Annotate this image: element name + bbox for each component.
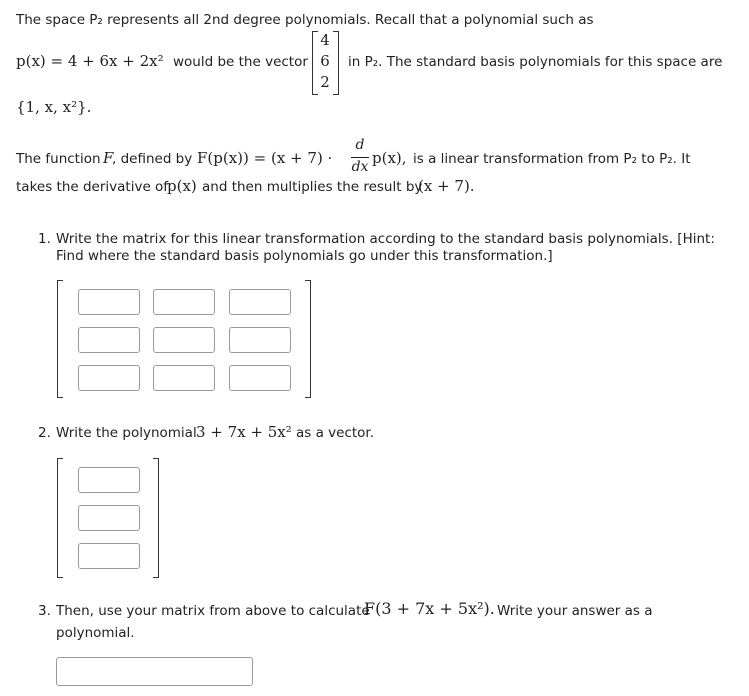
q3-text-a: Then, use your matrix from above to calculate	[56, 603, 370, 619]
derivative-denominator: dx	[351, 159, 369, 175]
definition-lhs: F(p(x)) = (x + 7) ·	[197, 149, 333, 167]
q1-text: Write the matrix for this linear transformation according to the standard basis polynomials. [Hint:	[56, 231, 715, 247]
definition-b: , defined by	[112, 151, 193, 167]
definition-line2-b: and then multiplies the result by	[202, 179, 423, 195]
vector-right-bracket	[333, 31, 339, 95]
q1-number: 1.	[38, 231, 51, 247]
vector-cell-3[interactable]	[78, 543, 140, 569]
p-expression: p(x) = 4 + 6x + 2x²	[16, 52, 164, 70]
definition-rhs: p(x),	[372, 149, 407, 167]
q2-number: 2.	[38, 425, 51, 441]
matrix-cell-2-2[interactable]	[153, 327, 215, 353]
matrix-cell-1-2[interactable]	[153, 289, 215, 315]
vector-cell-1[interactable]	[78, 467, 140, 493]
matrix-left-bracket	[57, 280, 63, 398]
polynomial-answer-input[interactable]	[56, 657, 253, 686]
would-be-text: would be the vector	[173, 54, 308, 70]
q3-number: 3.	[38, 603, 51, 619]
q2-text-b: as a vector.	[296, 425, 375, 441]
vector-entry-3: 2	[320, 73, 330, 91]
q1-text-2: Find where the standard basis polynomials go under this transformation.]	[56, 248, 553, 264]
q2-polynomial: 3 + 7x + 5x²	[196, 423, 292, 441]
q2-text-a: Write the polynomial	[56, 425, 197, 441]
matrix-right-bracket	[305, 280, 311, 398]
vector-entry-1: 4	[320, 31, 330, 49]
matrix-cell-1-1[interactable]	[78, 289, 140, 315]
derivative-numerator: d	[355, 137, 365, 153]
in-p2-text: in P₂. The standard basis polynomials for this space are	[348, 54, 723, 70]
matrix-cell-3-2[interactable]	[153, 365, 215, 391]
matrix-cell-3-3[interactable]	[229, 365, 291, 391]
basis-set: {1, x, x²}.	[16, 98, 92, 116]
q3-text-b: Write your answer as a	[497, 603, 653, 619]
vector-cell-2[interactable]	[78, 505, 140, 531]
vector-answer-right-bracket	[153, 458, 159, 578]
definition-c: is a linear transformation from P₂ to P₂. It	[413, 151, 691, 167]
matrix-cell-3-1[interactable]	[78, 365, 140, 391]
function-name: F	[103, 149, 114, 167]
fraction-bar	[351, 157, 369, 158]
vector-entry-2: 6	[320, 52, 330, 70]
intro-line1	[16, 12, 594, 28]
matrix-cell-2-1[interactable]	[78, 327, 140, 353]
matrix-cell-2-3[interactable]	[229, 327, 291, 353]
matrix-cell-1-3[interactable]	[229, 289, 291, 315]
q3-expression: F(3 + 7x + 5x²).	[364, 599, 495, 618]
definition-px: p(x)	[167, 177, 197, 195]
intro-text: The space P₂ represents all 2nd degree polynomials. Recall that a polynomial such as	[16, 12, 594, 28]
q3-text-c: polynomial.	[56, 625, 135, 641]
definition-expr: (x + 7).	[418, 177, 475, 195]
vector-answer-left-bracket	[57, 458, 63, 578]
definition-a: The function	[16, 151, 101, 167]
definition-line2-a: takes the derivative of	[16, 179, 169, 195]
